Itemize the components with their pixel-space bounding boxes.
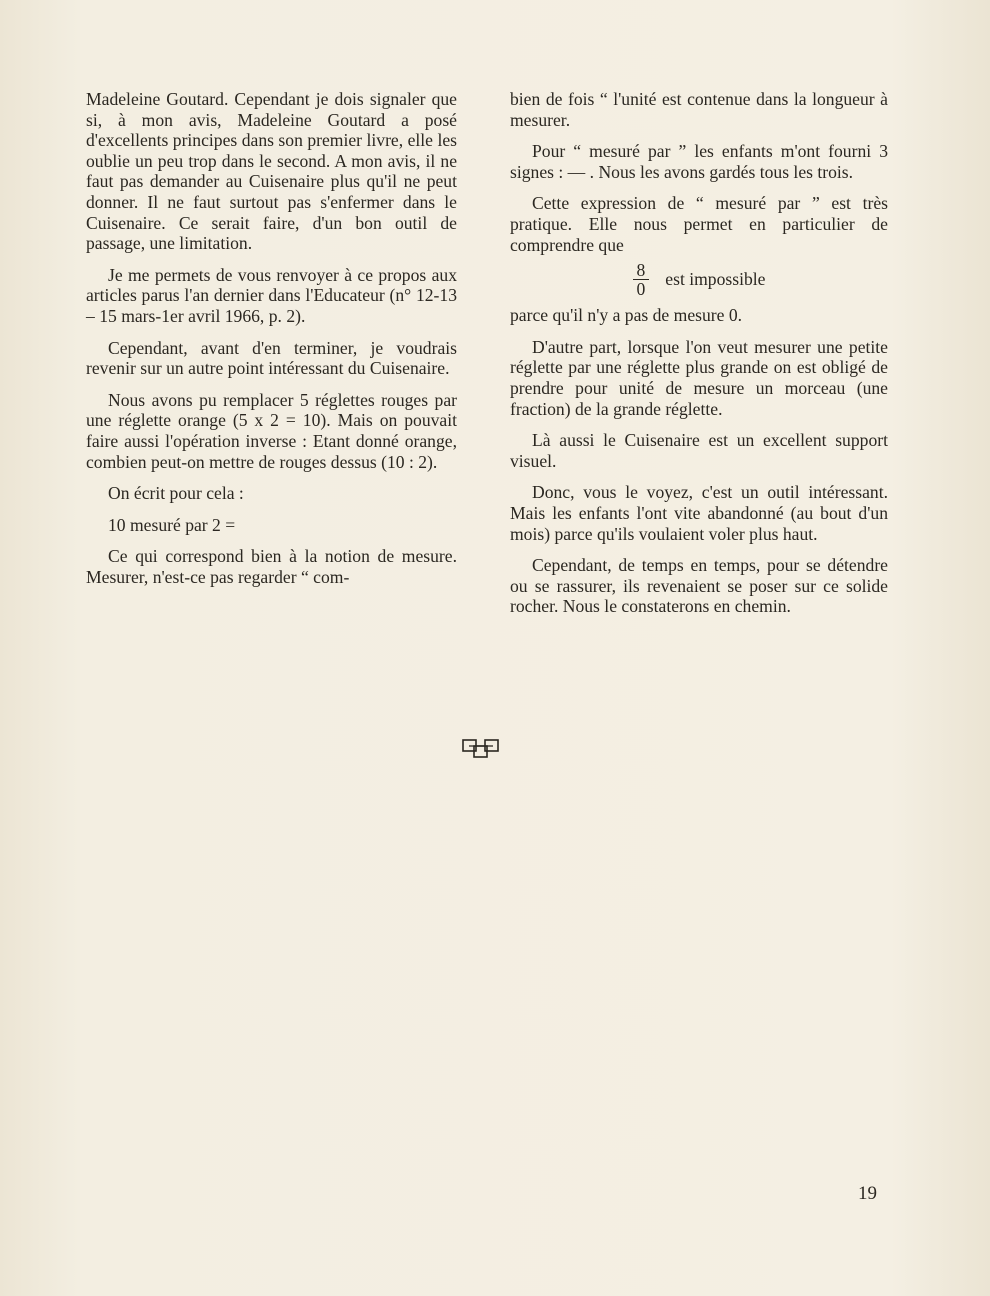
left-paragraph-5: On écrit pour cela :	[108, 483, 244, 504]
fraction-expression	[510, 257, 888, 301]
fraction	[633, 261, 650, 298]
right-paragraph-8: Cependant, de temps en temps, pour se détendre ou se rassurer, ils revenaient se poser sur ce solide rocher. Nous le constaterons en chemin.	[510, 555, 888, 617]
fraction-text: est impossible	[665, 268, 766, 289]
right-column	[510, 89, 888, 628]
right-paragraph-5: D'autre part, lorsque l'on veut mesurer une petite réglette par une réglette plus grande on est obligé de prendre pour unité de mesure un morceau (une fraction) de la grande réglette.	[510, 336, 888, 419]
left-paragraph-1: Madeleine Goutard. Cependant je dois signaler que si, à mon avis, Madeleine Goutard a posé d'excellents principes dans son premier livre, elle les oublie un peu trop dans le second. A mon avis, il ne faut pas demander au Cuisenaire plus qu'il ne peut donner. Il ne faut surtout pas s'enfermer dans le Cuisenaire. Ce serait faire, d'un bon outil de passage, une limitation.	[86, 89, 457, 254]
left-paragraph-3: Cependant, avant d'en terminer, je voudrais revenir sur un autre point intéressant du Cuisenaire.	[86, 337, 457, 379]
right-paragraph-1: bien de fois “ l'unité est contenue dans la longueur à mesurer.	[510, 89, 888, 130]
fraction-denominator: 0	[636, 278, 646, 299]
interlocking-squares-ornament-icon	[462, 737, 500, 759]
right-paragraph-7: Donc, vous le voyez, c'est un outil intéressant. Mais les enfants l'ont vite abandonné (au bout d'un mois) parce qu'ils voulaient voler plus haut.	[510, 482, 888, 544]
left-paragraph-6: 10 mesuré par 2 =	[108, 514, 236, 535]
fraction-numerator: 8	[633, 261, 650, 280]
left-paragraph-2: Je me permets de vous renvoyer à ce propos aux articles parus l'an dernier dans l'Educateur (n° 12-13 – 15 mars-1er avril 1966, p. 2).	[86, 264, 457, 326]
right-paragraph-6: Là aussi le Cuisenaire est un excellent support visuel.	[510, 430, 888, 471]
right-paragraph-2: Pour “ mesuré par ” les enfants m'ont fourni 3 signes : — . Nous les avons gardés tous les trois.	[510, 141, 888, 182]
left-column	[86, 89, 457, 598]
right-paragraph-4: parce qu'il n'y a pas de mesure 0.	[510, 305, 743, 326]
left-paragraph-4: Nous avons pu remplacer 5 réglettes rouges par une réglette orange (5 x 2 = 10). Mais on pouvait faire aussi l'opération inverse : Etant donné orange, combien peut-on mettre de rouges dessus (10 : 2).	[86, 389, 457, 472]
left-paragraph-7: Ce qui correspond bien à la notion de mesure. Mesurer, n'est-ce pas regarder “ com-	[86, 546, 457, 587]
page-number: 19	[858, 1183, 877, 1204]
right-paragraph-3: Cette expression de “ mesuré par ” est très pratique. Elle nous permet en particulier de comprendre que	[510, 193, 888, 255]
